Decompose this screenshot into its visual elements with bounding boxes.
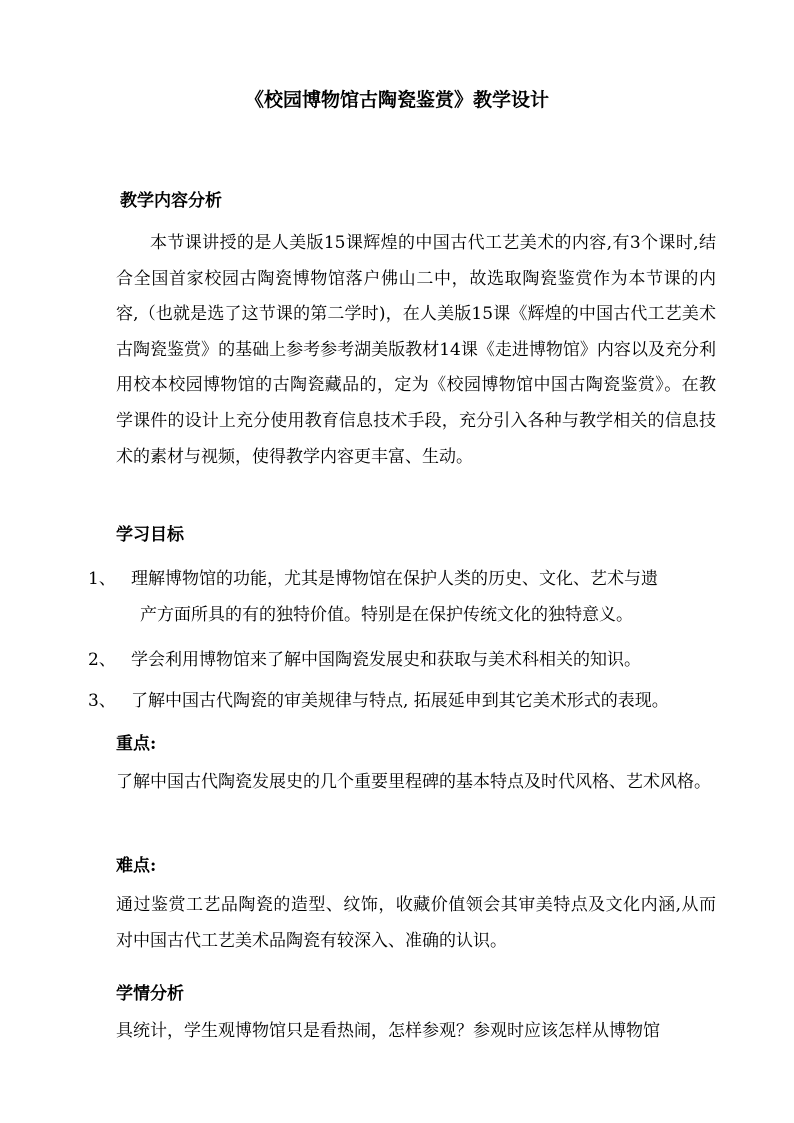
objective-text-continuation: 产方面所具的有的独特价值。特别是在保护传统文化的独特意义。 (140, 605, 633, 625)
learner-analysis-paragraph: 具统计，学生观博物馆只是看热闹，怎样参观？参观时应该怎样从博物馆 (116, 1021, 660, 1041)
section-heading-content-analysis: 教学内容分析 (120, 191, 222, 211)
section-heading-learner-analysis: 学情分析 (116, 984, 184, 1004)
objective-number: 1、 (88, 569, 116, 589)
section-heading-objectives: 学习目标 (116, 525, 184, 545)
objective-number: 3、 (88, 691, 116, 711)
key-points-paragraph: 了解中国古代陶瓷发展史的几个重要里程碑的基本特点及时代风格、艺术风格。 (116, 772, 711, 792)
objective-text: 理解博物馆的功能，尤其是博物馆在保护人类的历史、文化、艺术与遗 (131, 569, 658, 589)
difficulties-paragraph: 通过鉴赏工艺品陶瓷的造型、纹饰，收藏价值领会其审美特点及文化内涵,从而对中国古代工艺美术品陶瓷有较深入、准确的认识。 (116, 895, 716, 951)
section-heading-difficulties: 难点: (116, 856, 157, 876)
objective-text: 了解中国古代陶瓷的审美规律与特点, 拓展延申到其它美术形式的表现。 (131, 691, 669, 711)
section-heading-key-points: 重点: (116, 734, 157, 754)
objective-number: 2、 (88, 650, 116, 670)
content-analysis-paragraph: 本节课讲授的是人美版15课辉煌的中国古代工艺美术的内容,有3个课时,结合全国首家校园古陶瓷博物馆落户佛山二中，故选取陶瓷鉴赏作为本节课的内容,（也就是选了这节课的第二学时)，在人美版15课《辉煌的中国古代工艺美术古陶瓷鉴赏》的基础上参考参考湖美版教材14课《走进博物馆》内容以及充分利用校本校园博物馆的古陶瓷藏品的，定为《校园博物馆中国古陶瓷鉴赏》。在教学课件的设计上充分使用教育信息技术手段，充分引入各种与教学相关的信息技术的素材与视频，使得教学内容更丰富、生动。 (116, 233, 716, 467)
objective-text: 学会利用博物馆来了解中国陶瓷发展史和获取与美术科相关的知识。 (131, 650, 641, 670)
document-title: 《校园博物馆古陶瓷鉴赏》教学设计 (244, 89, 549, 111)
